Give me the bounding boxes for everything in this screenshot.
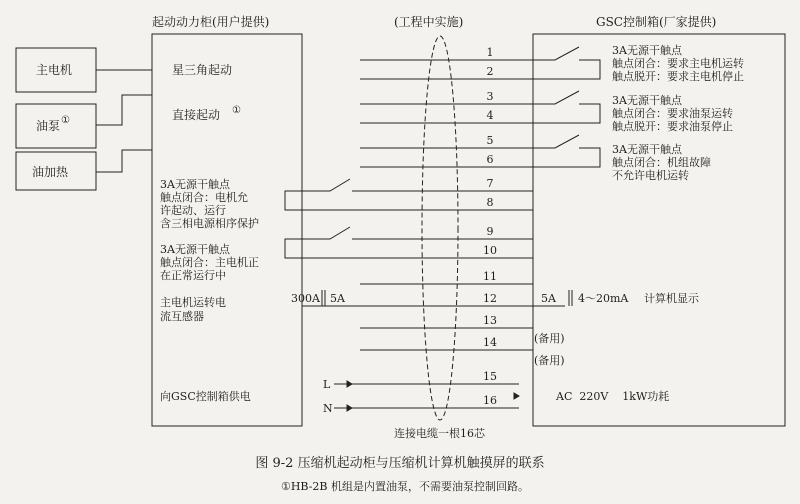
gsc-group1-line1: 3A无源干触点: [612, 44, 682, 57]
gsc-group3-line3: 不允许电机运转: [612, 169, 689, 182]
right-cabinet-title: GSC控制箱(厂家提供): [596, 15, 717, 29]
figure-note: ①HB-2B 机组是内置油泵，不需要油泵控制回路。: [280, 480, 530, 493]
gsc-ct-output: 4～20mA: [578, 292, 629, 305]
wire-number-10: 10: [483, 244, 497, 257]
left-contact2-line2: 触点闭合：主电机正: [160, 256, 259, 269]
wire-number-7: 7: [486, 177, 494, 190]
left-cabinet-box: [152, 34, 302, 426]
star-delta-start-label: 星三角起动: [172, 63, 233, 77]
wire-number-13: 13: [483, 314, 497, 327]
wire-number-9: 9: [486, 225, 494, 238]
gsc-switch-2: [533, 91, 600, 123]
left-switch-2: [285, 227, 360, 258]
wire-number-1: 1: [486, 46, 494, 59]
line-N-label: N: [323, 402, 333, 415]
gsc-switch-1: [533, 47, 600, 79]
wire-number-3: 3: [486, 90, 494, 103]
wire-number-14: 14: [483, 336, 497, 349]
gsc-ct-input: 5A: [541, 292, 556, 305]
ct-label-line1: 主电机运转电: [160, 296, 226, 309]
gsc-group3-line2: 触点闭合：机组故障: [612, 156, 711, 169]
oil-pump-label: 油泵: [36, 119, 61, 133]
cable-label: 连接电缆一根16芯: [394, 427, 485, 440]
spare-label-14: (备用): [534, 354, 565, 367]
gsc-group2-line3: 触点脱开：要求油泵停止: [612, 120, 733, 133]
main-motor-label: 主电机: [36, 63, 73, 77]
line-L-label: L: [323, 378, 331, 391]
left-contact1-line2: 触点闭合：电机允: [160, 191, 248, 204]
left-contact1-line4: 含三相电源相序保护: [160, 217, 259, 230]
gsc-group1-line2: 触点闭合：要求主电机运转: [612, 57, 744, 70]
gsc-switch-3: [533, 135, 600, 167]
ct-secondary-rating: 5A: [330, 292, 345, 305]
gsc-ct-description: 计算机显示: [644, 292, 699, 305]
spare-label-13: (备用): [534, 332, 565, 345]
right-cabinet-box: [533, 34, 785, 426]
left-contact2-line3: 在正常运行中: [160, 269, 226, 282]
wire-number-4: 4: [486, 109, 494, 122]
oil-pump-note-mark: ①: [61, 115, 70, 126]
gsc-power-spec: AC 220V 1kW功耗: [556, 390, 670, 403]
cable-bundle-ellipse: [422, 36, 458, 420]
direct-start-label: 直接起动: [172, 108, 221, 122]
gsc-group2-line1: 3A无源干触点: [612, 94, 682, 107]
wire-number-16: 16: [483, 394, 497, 407]
figure-caption: 图 9-2 压缩机起动柜与压缩机计算机触摸屏的联系: [255, 456, 545, 471]
left-switch-1: [285, 179, 360, 210]
left-contact1-line3: 许起动、运行: [160, 204, 226, 217]
ct-primary-rating: 300A: [291, 292, 320, 305]
gsc-group1-line3: 触点脱开：要求主电机停止: [612, 70, 744, 83]
left-contact1-line1: 3A无源干触点: [160, 178, 230, 191]
left-contact2-line1: 3A无源干触点: [160, 243, 230, 256]
wire-number-11: 11: [483, 270, 497, 283]
oil-heater-connector: [96, 150, 152, 172]
left-cabinet-title: 起动动力柜(用户提供): [152, 15, 270, 29]
gsc-group2-line2: 触点闭合：要求油泵运转: [612, 107, 733, 120]
supply-label: 向GSC控制箱供电: [160, 390, 251, 403]
ct-label-line2: 流互感器: [160, 310, 204, 323]
gsc-group3-line1: 3A无源干触点: [612, 143, 682, 156]
wire-number-6: 6: [486, 153, 494, 166]
direct-start-note-mark: ①: [232, 105, 241, 116]
wire-number-2: 2: [486, 65, 494, 78]
wire-number-8: 8: [486, 196, 494, 209]
middle-title: (工程中实施): [394, 15, 464, 29]
wire-number-15: 15: [483, 370, 497, 383]
oil-heater-label: 油加热: [32, 165, 69, 179]
wire-number-5: 5: [486, 134, 494, 147]
oil-pump-connector: [96, 95, 152, 125]
wire-number-12: 12: [483, 292, 497, 305]
